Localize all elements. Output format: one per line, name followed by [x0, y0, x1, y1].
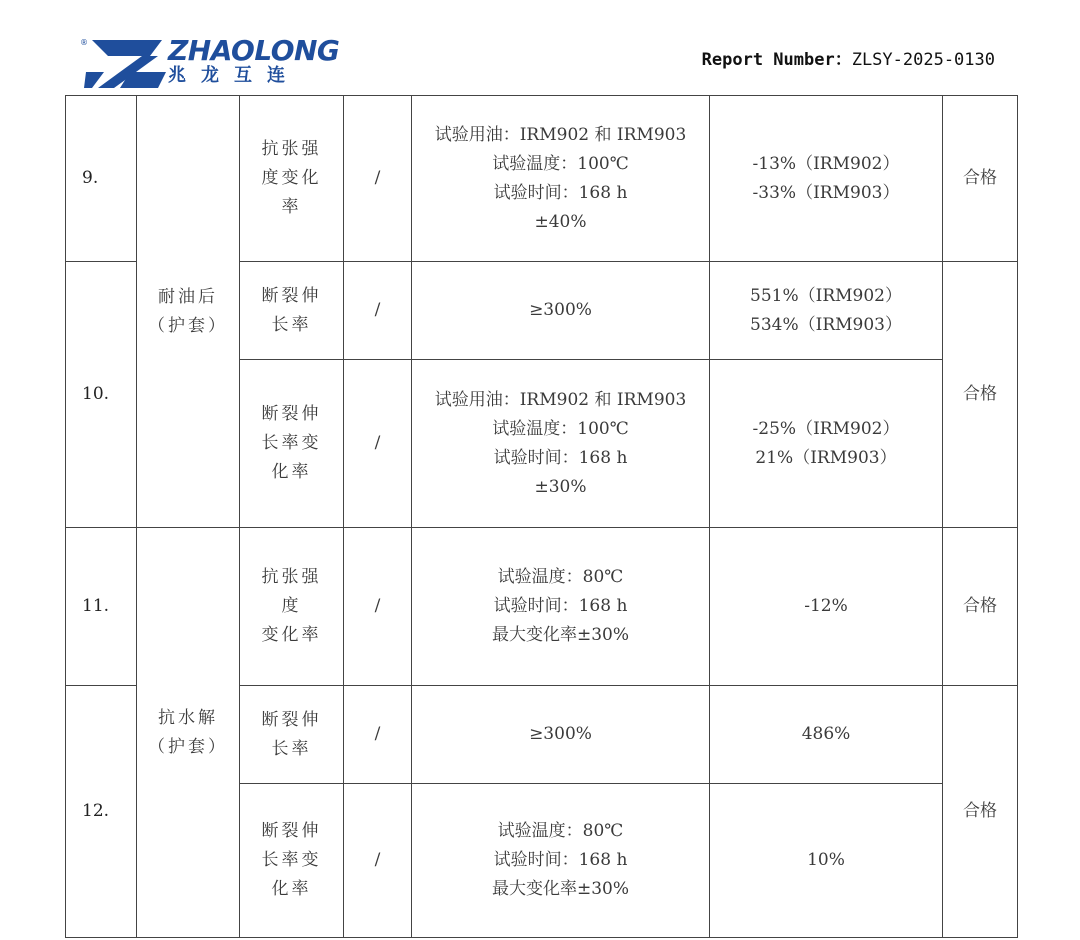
- result-cell: [710, 686, 943, 784]
- item-number: 9.: [66, 96, 137, 262]
- requirement-line: 试验温度：100℃: [492, 153, 629, 174]
- item-line: 率: [281, 197, 302, 217]
- requirement-cell: [412, 262, 710, 360]
- item-line: 断裂伸: [261, 404, 322, 424]
- requirement-cell: [412, 96, 710, 262]
- item-line: 变化率: [261, 625, 322, 645]
- unit-cell: /: [344, 96, 412, 262]
- test-item-cell: [240, 528, 344, 686]
- requirement-line: 试验温度：80℃: [497, 821, 624, 841]
- test-item-cell: [240, 784, 344, 938]
- report-number: [702, 45, 995, 70]
- logo-chinese-wordmark: 兆龙互连: [168, 65, 300, 86]
- requirement-line: ≥300%: [529, 300, 592, 320]
- verdict-cell: 合格: [943, 96, 1018, 262]
- result-cell: [710, 528, 943, 686]
- requirement-line: 最大变化率±30%: [491, 625, 630, 645]
- result-cell: [710, 96, 943, 262]
- unit-cell: /: [344, 784, 412, 938]
- item-line: 抗张强: [261, 567, 322, 587]
- item-line: 长率: [271, 314, 312, 335]
- requirement-cell: [412, 686, 710, 784]
- item-line: 长率变: [261, 433, 322, 453]
- result-line: -25%（IRM902）: [752, 418, 900, 439]
- result-line: -12%: [804, 596, 848, 616]
- item-line: 断裂伸: [261, 821, 322, 841]
- result-line: -33%（IRM903）: [752, 182, 900, 203]
- item-line: 度变化: [261, 168, 322, 188]
- table-row: [66, 528, 1018, 686]
- result-line: 21%（IRM903）: [755, 447, 897, 468]
- requirement-line: 试验时间：168 h: [493, 182, 628, 203]
- category-line: （护套）: [148, 736, 228, 757]
- item-line: 长率变: [261, 850, 322, 870]
- table-row: [66, 96, 1018, 262]
- unit-cell: /: [344, 528, 412, 686]
- verdict-cell: 合格: [943, 686, 1018, 938]
- result-line: 10%: [807, 850, 845, 870]
- result-cell: [710, 262, 943, 360]
- requirement-line: ≥300%: [529, 724, 592, 744]
- result-cell: [710, 360, 943, 528]
- zhaolong-logo-mark-icon: [84, 38, 168, 90]
- verdict-cell: 合格: [943, 262, 1018, 528]
- result-line: 534%（IRM903）: [750, 314, 902, 335]
- report-number-label: Report Number：: [701, 50, 852, 70]
- report-number-value: ZLSY-2025-0130: [851, 50, 995, 70]
- requirement-line: 试验时间：168 h: [493, 447, 628, 468]
- unit-cell: /: [344, 262, 412, 360]
- result-line: 551%（IRM902）: [750, 285, 902, 306]
- requirement-line: 试验用油：IRM902 和 IRM903: [434, 389, 687, 410]
- test-item-cell: [240, 96, 344, 262]
- item-line: 断裂伸: [261, 285, 322, 306]
- requirement-line: 试验用油：IRM902 和 IRM903: [434, 124, 687, 145]
- requirement-line: ±30%: [534, 476, 587, 497]
- test-item-cell: [240, 262, 344, 360]
- requirement-line: 最大变化率±30%: [491, 879, 630, 899]
- item-line: 化率: [271, 879, 312, 899]
- item-number: 10.: [66, 262, 137, 528]
- test-item-cell: [240, 360, 344, 528]
- category-cell: [137, 528, 240, 938]
- unit-cell: /: [344, 686, 412, 784]
- requirement-line: ±40%: [534, 211, 587, 232]
- requirement-line: 试验温度：100℃: [492, 418, 629, 439]
- category-line: 抗水解: [158, 707, 218, 728]
- requirement-line: 试验时间：168 h: [493, 850, 628, 870]
- requirement-line: 试验时间：168 h: [493, 596, 628, 616]
- test-item-cell: [240, 686, 344, 784]
- item-line: 度: [281, 596, 302, 616]
- item-number: 11.: [66, 528, 137, 686]
- registered-mark: ®: [80, 38, 88, 47]
- category-line: （护套）: [148, 315, 228, 336]
- category-cell: [137, 96, 240, 528]
- item-line: 长率: [271, 738, 312, 759]
- logo-wordmark: ZHAOLONG: [168, 34, 340, 67]
- item-line: 化率: [271, 462, 312, 482]
- page-header: [0, 0, 1080, 96]
- requirement-line: 试验温度：80℃: [497, 567, 624, 587]
- category-line: 耐油后: [158, 286, 218, 307]
- result-line: -13%（IRM902）: [752, 153, 900, 174]
- item-line: 抗张强: [261, 139, 322, 159]
- test-results-table: [65, 95, 1018, 938]
- zhaolong-logo: [80, 36, 350, 88]
- requirement-cell: [412, 528, 710, 686]
- item-number: 12.: [66, 686, 137, 938]
- unit-cell: /: [344, 360, 412, 528]
- requirement-cell: [412, 360, 710, 528]
- result-cell: [710, 784, 943, 938]
- requirement-cell: [412, 784, 710, 938]
- result-line: 486%: [801, 724, 851, 744]
- item-line: 断裂伸: [261, 709, 322, 730]
- verdict-cell: 合格: [943, 528, 1018, 686]
